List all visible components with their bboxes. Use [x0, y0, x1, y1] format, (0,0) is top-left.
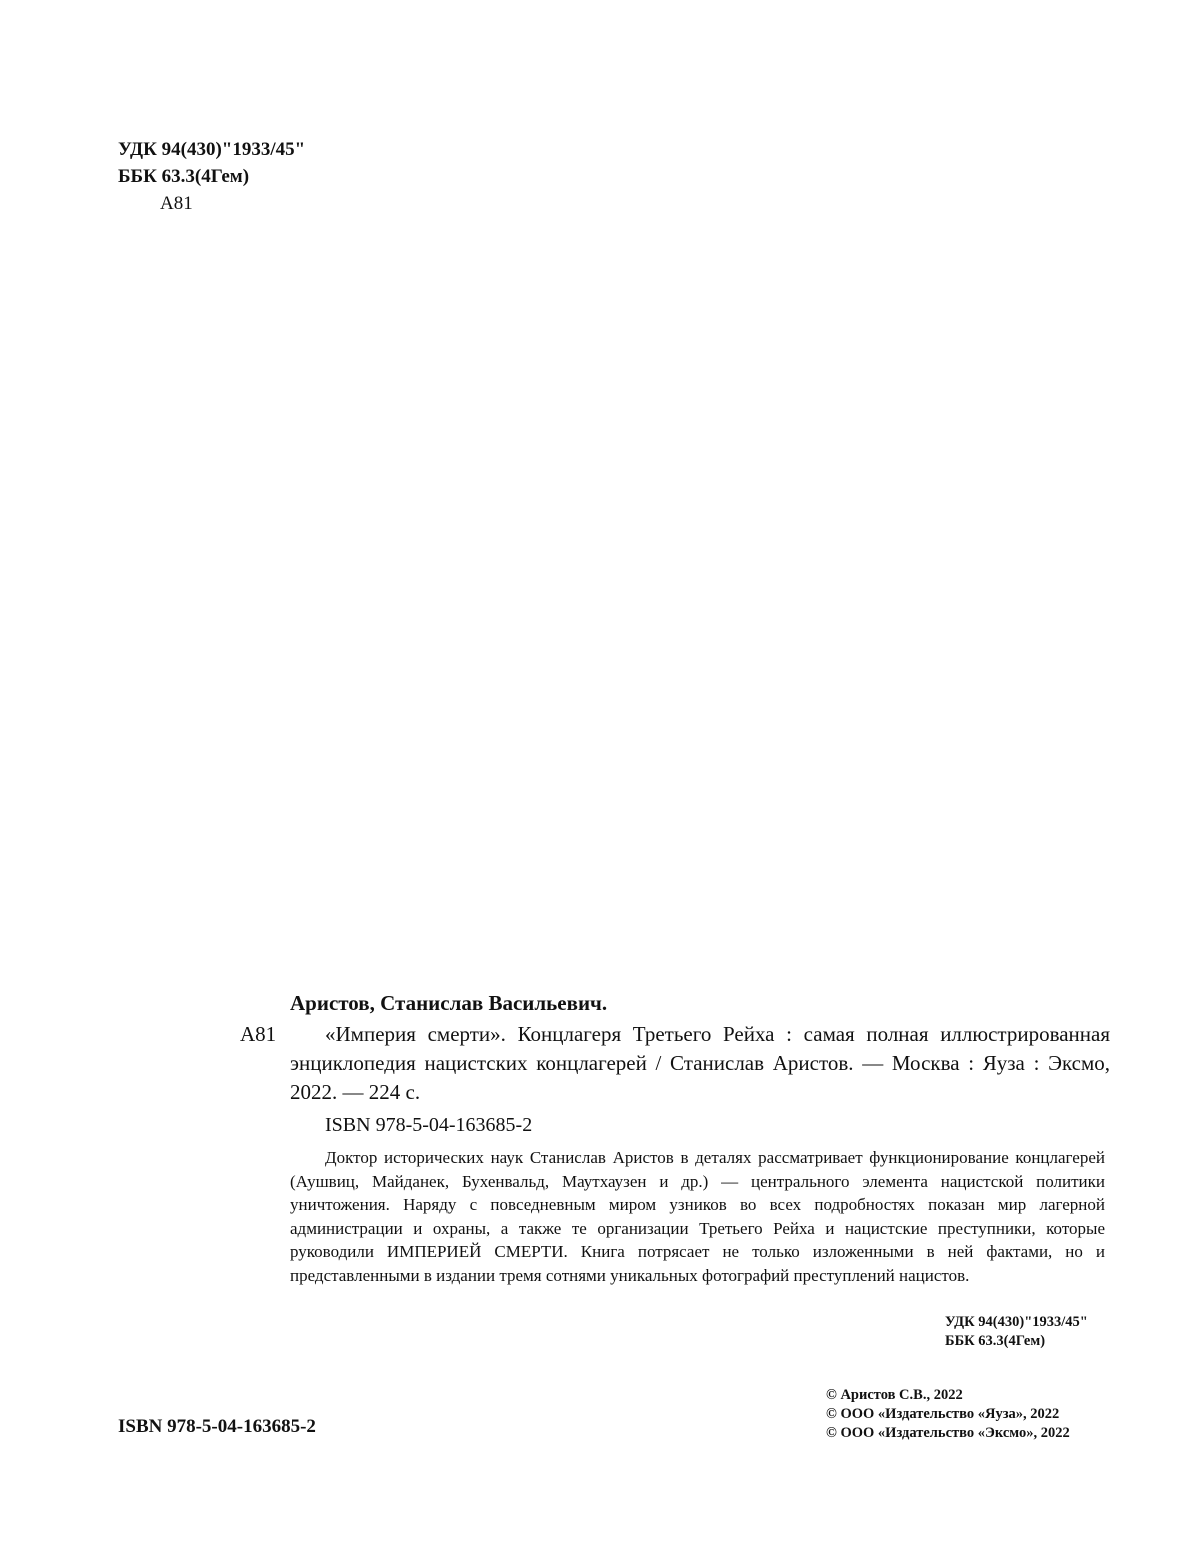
bbk-code-bottom: ББК 63.3(4Гем)	[945, 1333, 1046, 1349]
record-body	[240, 1020, 1110, 1107]
annotation	[290, 1146, 1105, 1287]
udk-code: УДК 94(430)"1933/45"	[118, 139, 306, 160]
copyright-block	[826, 1386, 1070, 1443]
udk-code-bottom: УДК 94(430)"1933/45"	[945, 1314, 1088, 1330]
record-isbn: ISBN 978-5-04-163685-2	[325, 1114, 533, 1136]
classification-block-bottom	[945, 1313, 1088, 1351]
bibliographic-record	[240, 988, 1110, 1107]
bbk-code: ББК 63.3(4Гем)	[118, 166, 250, 187]
annotation-text: Доктор исторических наук Станислав Аристов в деталях рассматривает функционирование концлагерей (Аушвиц, Майданек, Бухенвальд, Маутхаузен и др.) — центрального элемента нацистской политики уничтожения. Наряду с повседневным миром узников во всех подробностях показан мир лагерной администрации и охраны, а также те организации Третьего Рейха и нацистские преступники, которые руководили ИМПЕРИЕЙ СМЕРТИ. Книга потрясает не только изложенными в ней фактами, но и представленными в издании тремя сотнями уникальных фотографий преступлений нацистов.	[290, 1148, 1105, 1285]
record-description: «Империя смерти». Концлагеря Третьего Рейха : самая полная иллюстрированная энциклопедия нацистских концлагерей / Станислав Аристов. — Москва : Яуза : Эксмо, 2022. — 224 с.	[290, 1022, 1110, 1104]
copyright-line: © Аристов С.В., 2022	[826, 1387, 963, 1403]
record-author-sign: А81	[240, 1022, 277, 1046]
copyright-line: © ООО «Издательство «Эксмо», 2022	[826, 1425, 1070, 1441]
author-heading: Аристов, Станислав Васильевич.	[290, 991, 608, 1015]
author-sign: А81	[160, 193, 193, 214]
copyright-line: © ООО «Издательство «Яуза», 2022	[826, 1406, 1060, 1422]
isbn-bottom: ISBN 978-5-04-163685-2	[118, 1416, 316, 1437]
classification-block-top	[118, 136, 305, 217]
